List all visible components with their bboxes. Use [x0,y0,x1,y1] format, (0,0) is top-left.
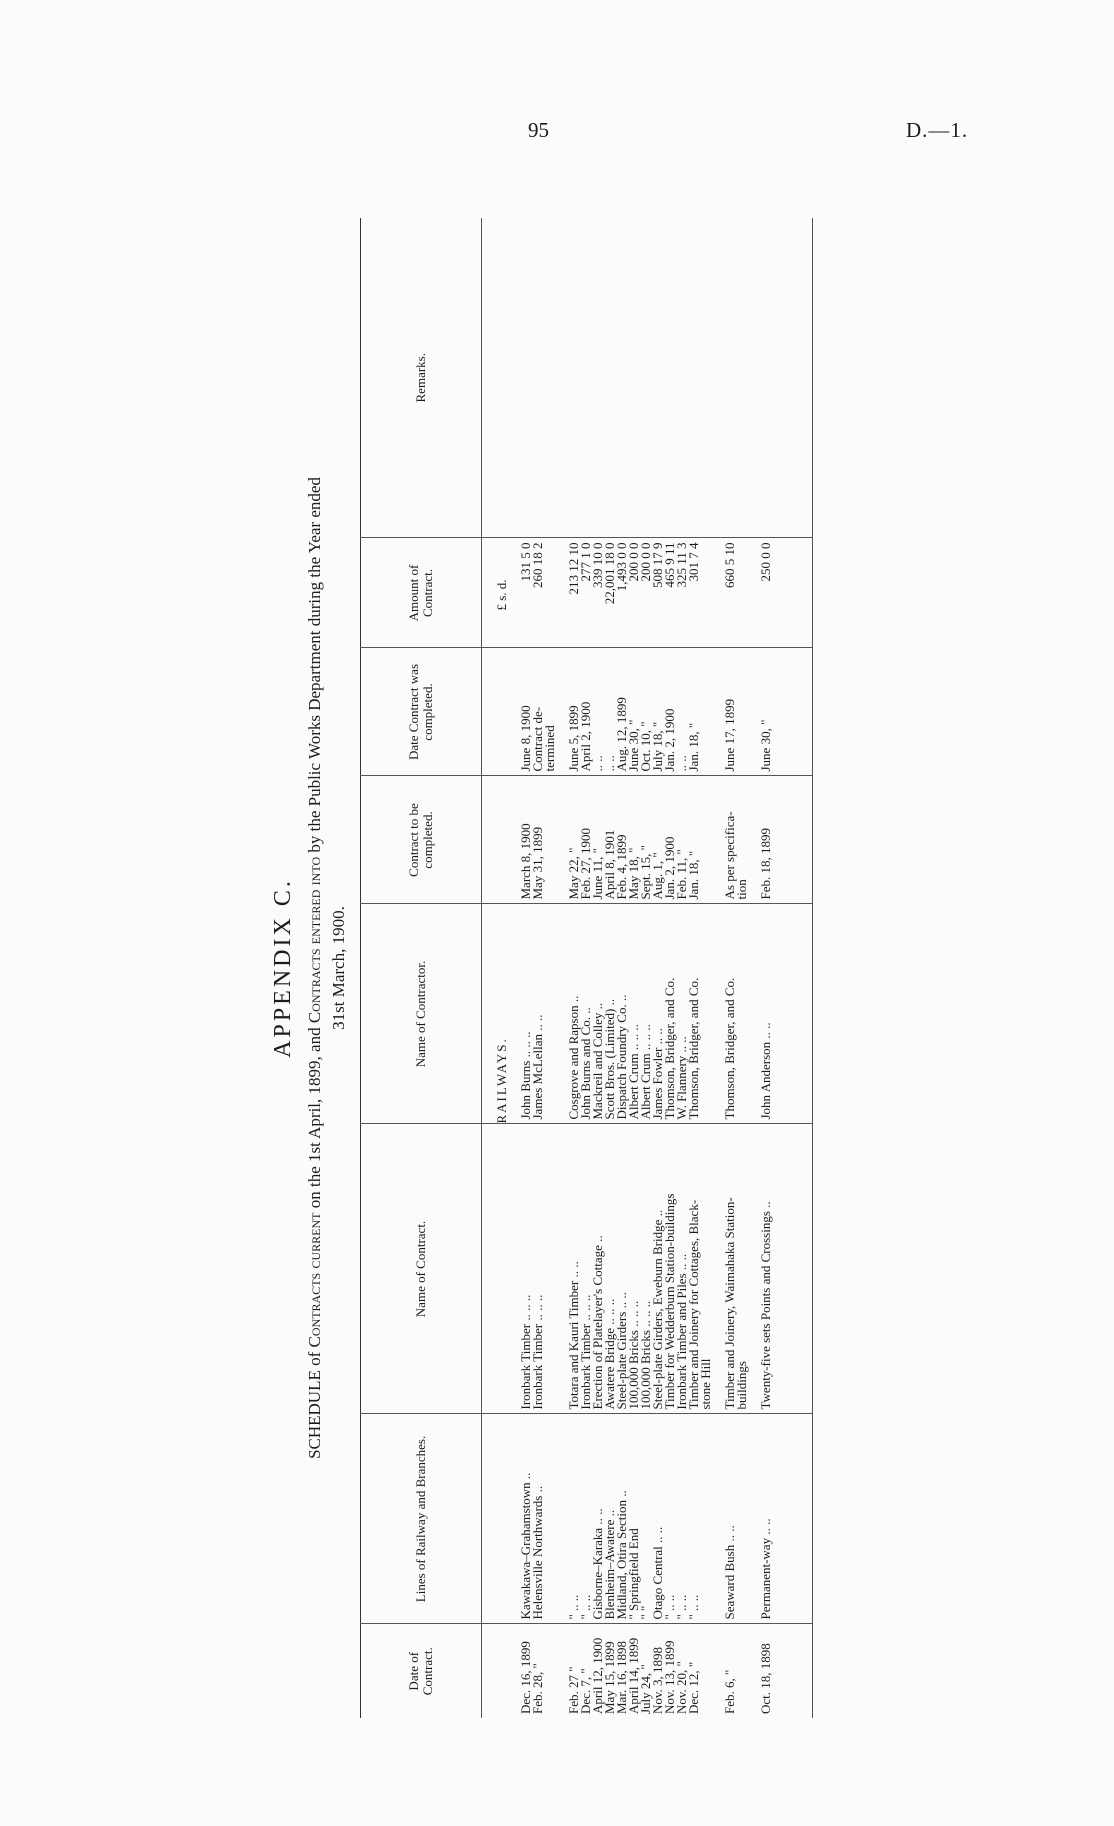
row-line: " .. .. [580,1414,592,1624]
row-to-complete: As per specifica- [724,776,736,904]
row-contractor [736,904,748,1124]
row-completed: June 30, " [760,648,772,776]
schedule-heading [268,218,360,1718]
row-remarks [688,218,700,538]
row-completed: Jan. 18, " [688,648,700,776]
rotated-schedule [268,218,808,1718]
row-amount: 260 18 2 [532,538,544,648]
row-date: Nov. 3, 1898 [652,1624,664,1718]
row-to-complete: Aug. 1, " [652,776,664,904]
row-contract: Ironbark Timber .. .. .. [532,1124,544,1414]
row-remarks [628,218,640,538]
row-completed: .. .. [592,648,604,776]
row-date: May 15, 1899 [604,1624,616,1718]
row-to-complete: Sept. 15, " [640,776,652,904]
table-row [724,218,736,1718]
row-amount: 339 10 0 [592,538,604,648]
row-line: " Springfield End [628,1414,640,1624]
row-line: Seaward Bush .. .. [724,1414,736,1624]
row-amount: 131 5 0 [520,538,532,648]
row-to-complete [700,776,712,904]
row-to-complete: May 22, " [568,776,580,904]
appendix-title: APPENDIX C. [270,878,296,1058]
row-contract: Steel-plate Girders, Eweburn Bridge .. [652,1124,664,1414]
row-date: Nov. 20, " [676,1624,688,1718]
row-line: Blenheim–Awatere .. [604,1414,616,1624]
row-contract: stone Hill [700,1124,712,1414]
col-completed: Date Contract was completed. [361,648,482,776]
row-line: " .. .. [688,1414,700,1624]
row-amount: 213 12 10 [568,538,580,648]
row-amount: 277 1 0 [580,538,592,648]
row-contractor: Cosgrove and Rapson .. [568,904,580,1124]
row-date: Dec. 12, " [688,1624,700,1718]
col-remarks: Remarks. [361,218,482,538]
row-remarks [532,218,544,538]
schedule-title [303,218,351,1718]
table-row [760,218,772,1718]
row-line [544,1414,556,1624]
col-contract: Name of Contract. [361,1124,482,1414]
row-remarks [640,218,652,538]
row-contract: Twenty-five sets Points and Crossings .. [760,1124,772,1414]
row-completed [700,648,712,776]
row-completed: termined [544,648,556,776]
row-contract: 100,000 Bricks .. .. .. [628,1124,640,1414]
row-line: Midland, Otira Section .. [616,1414,628,1624]
table-body [482,218,813,1718]
row-to-complete: Feb. 18, 1899 [760,776,772,904]
row-completed: .. .. [676,648,688,776]
row-to-complete: April 8, 1901 [604,776,616,904]
row-contractor: Thomson, Bridger, and Co. [724,904,736,1124]
row-remarks [616,218,628,538]
row-line: " .. .. [664,1414,676,1624]
row-date: April 14, 1899 [628,1624,640,1718]
row-date: Feb. 28, " [532,1624,544,1718]
spacer-row [556,218,568,1718]
row-contract: Totara and Kauri Timber .. .. [568,1124,580,1414]
row-contract: buildings [736,1124,748,1414]
row-line: Permanent-way .. .. [760,1414,772,1624]
table-row [580,218,592,1718]
row-date: Mar. 16, 1898 [616,1624,628,1718]
row-completed: June 5, 1899 [568,648,580,776]
row-date: Dec. 16, 1899 [520,1624,532,1718]
row-completed: July 18, " [652,648,664,776]
row-to-complete: tion [736,776,748,904]
row-contractor: Thomson, Bridger, and Co. [664,904,676,1124]
row-to-complete: May 31, 1899 [532,776,544,904]
row-to-complete: May 18, " [628,776,640,904]
col-contractor: Name of Contractor. [361,904,482,1124]
row-remarks [724,218,736,538]
row-remarks [544,218,556,538]
title-line-2: 31st March, 1900. [329,906,348,1030]
row-contractor: Mackreil and Colley .. [592,904,604,1124]
row-date: Feb. 6, " [724,1624,736,1718]
row-contractor: W. Flannery .. .. [676,904,688,1124]
row-contractor: James McLellan .. .. [532,904,544,1124]
table-row [628,218,640,1718]
row-amount: 1,493 0 0 [616,538,628,648]
row-date [544,1624,556,1718]
row-line: " .. .. [568,1414,580,1624]
row-line [736,1414,748,1624]
row-amount [544,538,556,648]
row-to-complete: June 11, " [592,776,604,904]
row-line: Gisborne–Karaka .. .. [592,1414,604,1624]
row-completed: Oct. 10, " [640,648,652,776]
title-text-2: on the 1st April, 1899, and [305,1023,324,1213]
row-amount: 508 17 9 [652,538,664,648]
row-contract: Ironbark Timber and Piles .. .. [676,1124,688,1414]
row-amount: 250 0 0 [760,538,772,648]
row-to-complete: Feb. 27, 1900 [580,776,592,904]
row-completed: June 30, " [628,648,640,776]
row-remarks [760,218,772,538]
row-completed: Jan. 2, 1900 [664,648,676,776]
row-contractor: John Anderson .. .. [760,904,772,1124]
row-contract: Timber for Wedderburn Station-buildings [664,1124,676,1414]
row-contract [544,1124,556,1414]
row-date: Dec. 7, " [580,1624,592,1718]
row-line: " " [640,1414,652,1624]
row-contract: Timber and Joinery, Waimahaka Station- [724,1124,736,1414]
row-contractor: Albert Crum .. .. .. [640,904,652,1124]
title-text-1: SCHEDULE of [305,1347,324,1459]
row-amount: 301 7 4 [688,538,700,648]
section-title: RAILWAYS. [482,904,521,1124]
row-contractor: Albert Crum .. .. .. [628,904,640,1124]
table-end [772,218,813,1718]
row-amount: 465 9 11 [664,538,676,648]
row-contractor [544,904,556,1124]
row-contract: Ironbark Timber .. .. .. [580,1124,592,1414]
row-line: Helensville Northwards .. [532,1414,544,1624]
row-contract: Awatere Bridge .. .. .. [604,1124,616,1414]
table-row [652,218,664,1718]
row-contract: 100,000 Bricks .. .. .. [640,1124,652,1414]
row-to-complete: Feb. 11, " [676,776,688,904]
row-remarks [700,218,712,538]
row-amount: 325 11 3 [676,538,688,648]
row-to-complete [544,776,556,904]
row-completed: Aug. 12, 1899 [616,648,628,776]
row-date [736,1624,748,1718]
row-contract: Steel-plate Girders .. .. [616,1124,628,1414]
table-row [568,218,580,1718]
table-row [688,218,700,1718]
row-date: July 24, " [640,1624,652,1718]
row-to-complete: Jan. 2, 1900 [664,776,676,904]
row-amount [736,538,748,648]
row-contractor: John Burns and Co. .. [580,904,592,1124]
table-row [700,218,712,1718]
col-date: Date of Contract. [361,1624,482,1718]
row-remarks [676,218,688,538]
row-contract: Erection of Platelayer's Cottage .. [592,1124,604,1414]
row-date: April 12, 1900 [592,1624,604,1718]
row-amount: 200 0 0 [640,538,652,648]
row-to-complete: Jan. 18, " [688,776,700,904]
table-row [664,218,676,1718]
row-line: Kawakawa–Grahamstown .. [520,1414,532,1624]
table-row [676,218,688,1718]
row-remarks [604,218,616,538]
table-row [736,218,748,1718]
table-header-row [361,218,482,1718]
col-amount: Amount of Contract. [361,538,482,648]
row-contractor: John Burns .. .. .. [520,904,532,1124]
contracts-table [360,218,813,1718]
row-completed: June 8, 1900 [520,648,532,776]
currency-header: £ s. d. [482,538,521,648]
row-completed [736,648,748,776]
row-line: Otago Central .. .. [652,1414,664,1624]
col-to-complete: Contract to be completed. [361,776,482,904]
spacer-row [748,218,760,1718]
table-row [592,218,604,1718]
row-to-complete: March 8, 1900 [520,776,532,904]
document-code: D.—1. [906,118,969,142]
spacer-row [712,218,724,1718]
row-remarks [736,218,748,538]
table-row [544,218,556,1718]
row-remarks [568,218,580,538]
row-contract: Ironbark Timber .. .. .. [520,1124,532,1414]
row-contractor: Thomson, Bridger, and Co. [688,904,700,1124]
row-contractor [700,904,712,1124]
row-remarks [520,218,532,538]
table-row [616,218,628,1718]
row-date: Nov. 13, 1899 [664,1624,676,1718]
row-line: " .. .. [676,1414,688,1624]
row-remarks [592,218,604,538]
row-date: Oct. 18, 1898 [760,1624,772,1718]
title-smallcaps-1: Contracts current [305,1212,324,1348]
row-amount: 660 5 10 [724,538,736,648]
row-completed: April 2, 1900 [580,648,592,776]
row-contractor: James Fowler .. .. [652,904,664,1124]
table-row [640,218,652,1718]
title-text-3: by the Public Works Department during the Year ended [305,477,324,857]
row-remarks [652,218,664,538]
section-row [482,218,521,1718]
row-completed: Contract de- [532,648,544,776]
table-row [532,218,544,1718]
row-amount: 22,001 18 0 [604,538,616,648]
row-line [700,1414,712,1624]
row-contractor: Scott Bros. (Limited) .. [604,904,616,1124]
row-completed: .. .. [604,648,616,776]
col-lines: Lines of Railway and Branches. [361,1414,482,1624]
row-amount [700,538,712,648]
row-remarks [580,218,592,538]
page-number: 95 [528,118,549,142]
row-contract: Timber and Joinery for Cottages, Black- [688,1124,700,1414]
row-amount: 200 0 0 [628,538,640,648]
row-to-complete: Feb. 4, 1899 [616,776,628,904]
title-smallcaps-2: Contracts entered into [305,856,324,1024]
row-date [700,1624,712,1718]
row-date: Feb. 27 " [568,1624,580,1718]
row-completed: June 17, 1899 [724,648,736,776]
row-contractor: Dispatch Foundry Co. .. [616,904,628,1124]
row-remarks [664,218,676,538]
